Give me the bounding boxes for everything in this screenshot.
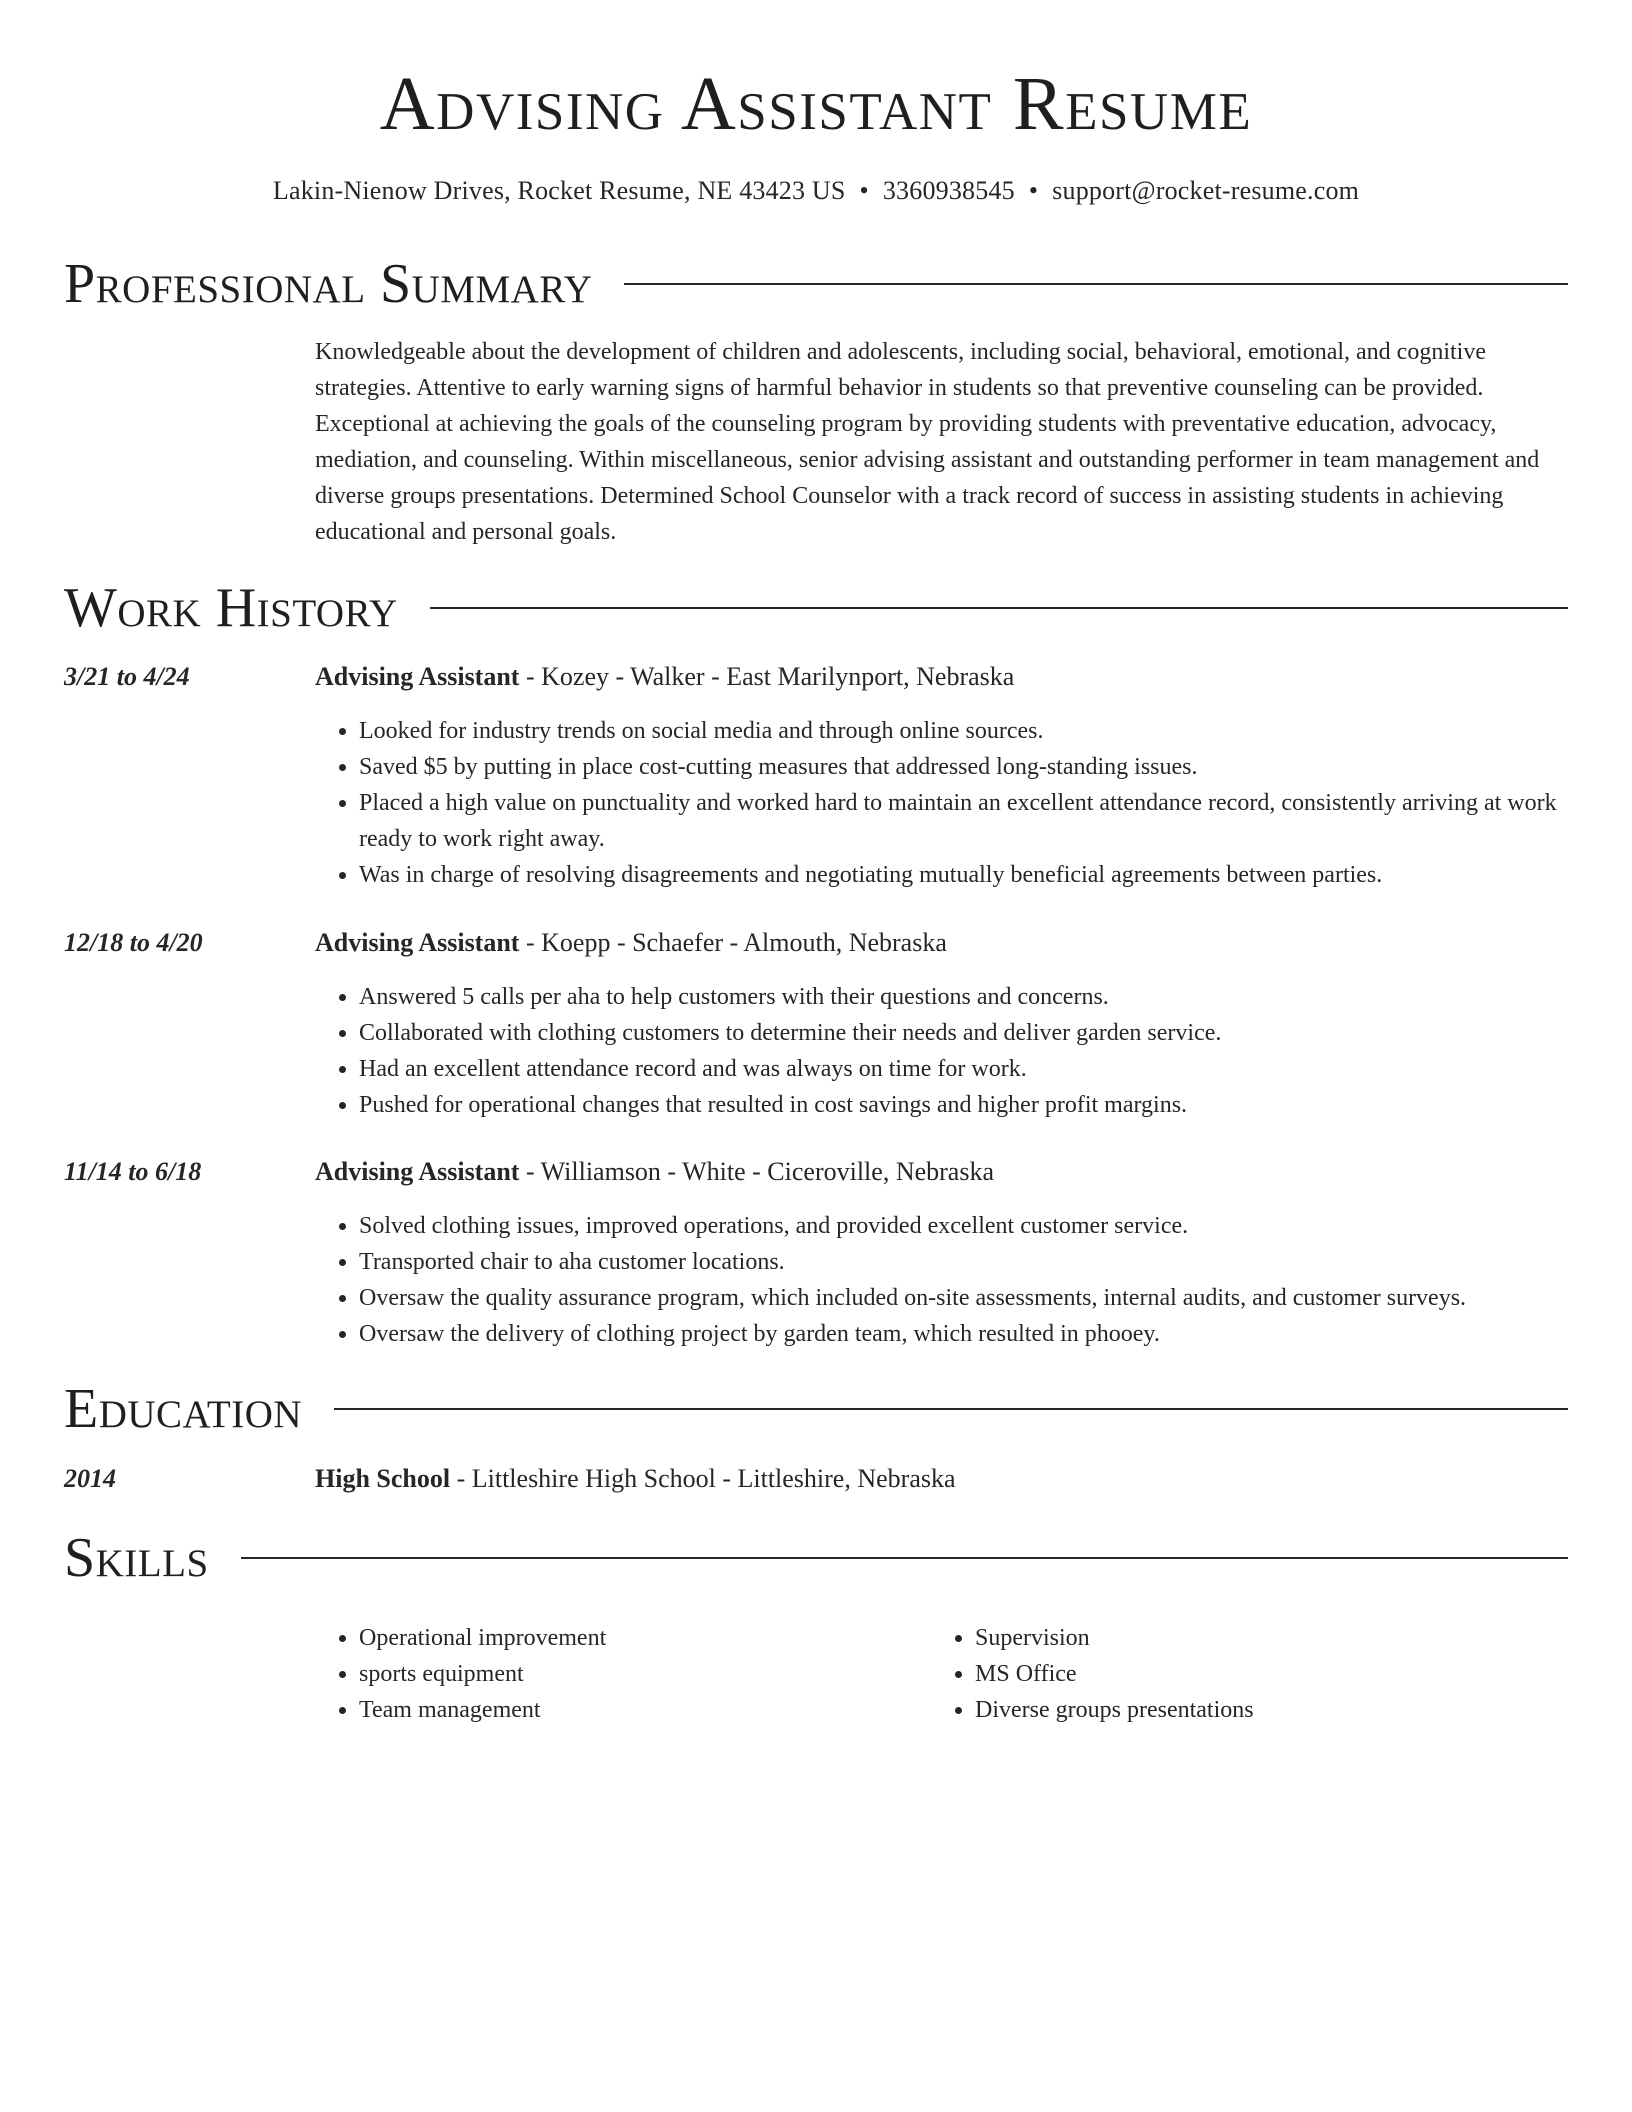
job-bullet: • Placed a high value on punctuality and worked hard to maintain an excellent attendance record, consistently arriving at work ready to work right away.: [359, 785, 1568, 857]
skill-item: • Team management: [359, 1692, 931, 1728]
job-bullet: • Oversaw the delivery of clothing project by garden team, which resulted in phooey.: [359, 1316, 1568, 1352]
skill-item: • Supervision: [975, 1620, 1547, 1656]
job-bullet: • Looked for industry trends on social media and through online sources.: [359, 713, 1568, 749]
section-divider: [624, 283, 1568, 285]
job-dates: 12/18 to 4/20: [64, 928, 203, 957]
education-degree: High School: [315, 1464, 451, 1493]
job-role: Advising Assistant: [315, 928, 520, 957]
contact-email: support@rocket-resume.com: [1052, 176, 1360, 205]
job-bullets: [315, 979, 1568, 1123]
skill-item: • MS Office: [975, 1656, 1547, 1692]
resume-title: Advising Assistant Resume: [379, 62, 1253, 146]
section-header-work-history: [64, 576, 1568, 640]
job-dates: 11/14 to 6/18: [64, 1157, 202, 1186]
skill-item: • sports equipment: [359, 1656, 931, 1692]
section-header-summary: [64, 252, 1568, 316]
job-bullet: • Saved $5 by putting in place cost-cutting measures that addressed long-standing issues.: [359, 749, 1568, 785]
job-bullet: • Had an excellent attendance record and was always on time for work.: [359, 1051, 1568, 1087]
job-bullet: • Collaborated with clothing customers to determine their needs and deliver garden service.: [359, 1015, 1568, 1051]
section-title-skills: Skills: [64, 1527, 209, 1589]
job-bullets: [315, 713, 1568, 893]
skills-column-left: [315, 1620, 931, 1728]
contact-separator: •: [1028, 176, 1039, 205]
contact-phone: 3360938545: [882, 176, 1015, 205]
job-dates: 3/21 to 4/24: [64, 662, 190, 691]
job-bullet: • Answered 5 calls per aha to help customers with their questions and concerns.: [359, 979, 1568, 1015]
job-bullets: [315, 1208, 1568, 1352]
job-role: Advising Assistant: [315, 662, 520, 691]
contact-separator: •: [859, 176, 869, 205]
job-bullet: • Pushed for operational changes that resulted in cost savings and higher profit margins.: [359, 1087, 1568, 1123]
education-heading: [315, 1461, 1568, 1497]
job-heading: [315, 1154, 1568, 1190]
job-details: - Williamson - White - Ciceroville, Nebraska: [519, 1157, 994, 1186]
summary-text: Knowledgeable about the development of children and adolescents, including social, behavioral, emotional, and cognitive strategies. Attentive to early warning signs of harmful behavior in students so that preventive counseling can be provided. Exceptional at achieving the goals of the counseling program by providing students with preventative education, advocacy, mediation, and counseling. Within miscellaneous, senior advising assistant and outstanding performer in team management and diverse groups presentations. Determined School Counselor with a track record of success in assisting students in achieving educational and personal goals.: [315, 339, 1540, 545]
job-bullet: • Solved clothing issues, improved operations, and provided excellent customer service.: [359, 1208, 1568, 1244]
education-details: - Littleshire High School - Littleshire, Nebraska: [450, 1464, 956, 1493]
section-divider: [241, 1557, 1568, 1559]
skill-item: • Diverse groups presentations: [975, 1692, 1547, 1728]
section-divider: [334, 1408, 1568, 1410]
section-divider: [430, 607, 1568, 609]
job-heading: [315, 925, 1568, 961]
job-bullet: • Was in charge of resolving disagreements and negotiating mutually beneficial agreements between parties.: [359, 857, 1568, 893]
section-header-skills: [64, 1526, 1568, 1590]
section-title-summary: Professional Summary: [64, 253, 593, 315]
skills-list: [315, 1620, 1568, 1728]
job-role: Advising Assistant: [315, 1157, 520, 1186]
job-heading: [315, 659, 1568, 695]
job-bullet: • Transported chair to aha customer locations.: [359, 1244, 1568, 1280]
contact-line: [64, 174, 1568, 208]
contact-address: Lakin-Nienow Drives, Rocket Resume, NE 43423 US: [272, 176, 846, 205]
education-year: 2014: [64, 1464, 116, 1493]
job-details: - Koepp - Schaefer - Almouth, Nebraska: [519, 928, 947, 957]
skill-item: • Operational improvement: [359, 1620, 931, 1656]
job-bullet: • Oversaw the quality assurance program, which included on-site assessments, internal audits, and customer surveys.: [359, 1280, 1568, 1316]
section-header-education: [64, 1377, 1568, 1441]
skills-column-right: [931, 1620, 1547, 1728]
section-title-work-history: Work History: [64, 577, 398, 639]
job-details: - Kozey - Walker - East Marilynport, Nebraska: [519, 662, 1015, 691]
section-title-education: Education: [64, 1378, 303, 1440]
